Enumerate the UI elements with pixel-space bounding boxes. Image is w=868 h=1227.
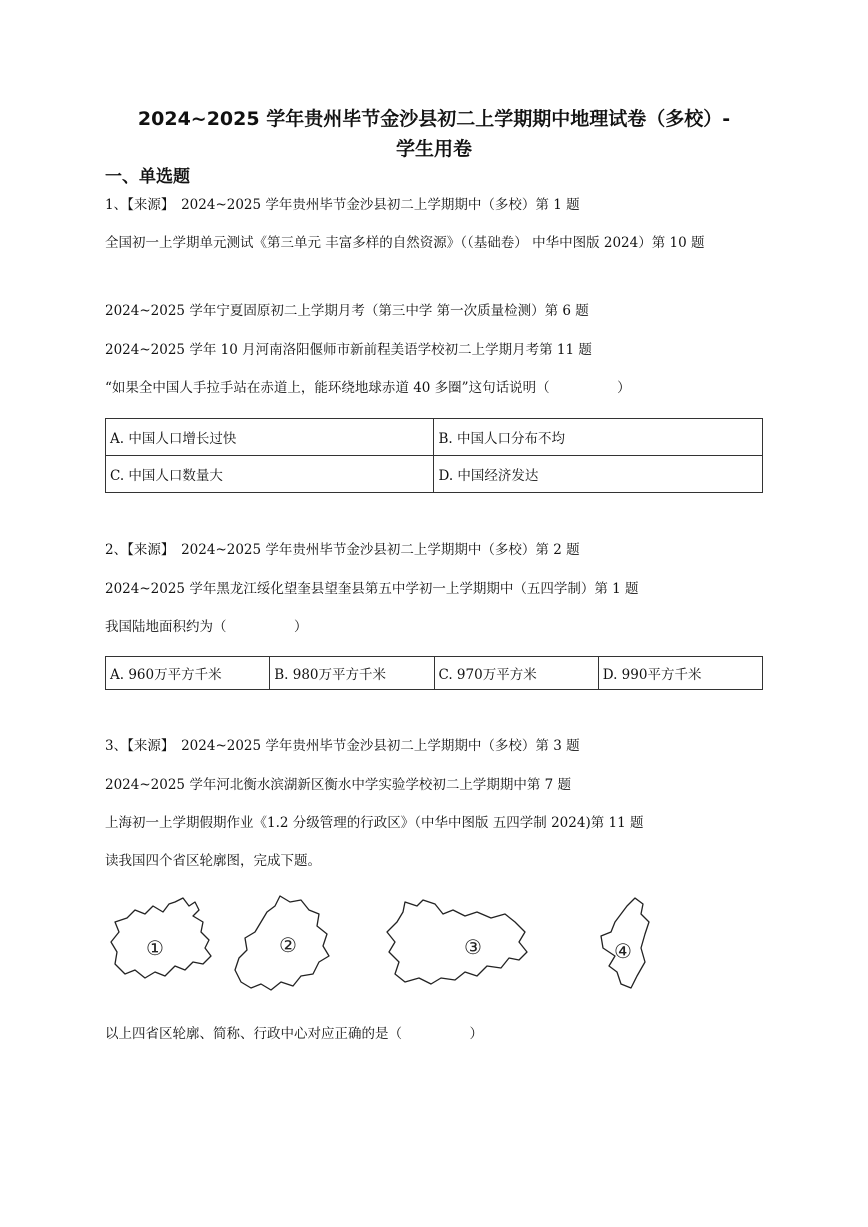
province-outline-3 <box>387 900 527 984</box>
q3-extra-source-1: 2024~2025 学年河北衡水滨湖新区衡水中学实验学校初二上学期期中第 7 题 <box>105 777 571 793</box>
q1-option-c: C. 中国人口数量大 <box>106 456 434 493</box>
map-label-1: ① <box>146 936 164 960</box>
q2-option-a: A. 960万平方千米 <box>106 657 270 690</box>
q1-extra-source-2: 2024~2025 学年宁夏固原初二上学期月考（第三中学 第一次质量检测）第 6 题 <box>105 303 589 319</box>
q2-source: 2、【来源】 2024~2025 学年贵州毕节金沙县初二上学期期中（多校）第 2 题 <box>105 542 580 558</box>
q1-option-b: B. 中国人口分布不均 <box>434 419 763 456</box>
q1-options-table <box>105 418 763 493</box>
q1-extra-source-1: 全国初一上学期单元测试《第三单元 丰富多样的自然资源》（（基础卷） 中华中图版 2024）第 10 题 <box>105 235 705 251</box>
document-title <box>0 104 868 164</box>
map-label-4: ④ <box>614 939 632 963</box>
q1-option-a: A. 中国人口增长过快 <box>106 419 434 456</box>
q3-source: 3、【来源】 2024~2025 学年贵州毕节金沙县初二上学期期中（多校）第 3 题 <box>105 738 580 754</box>
q1-source: 1、【来源】 2024~2025 学年贵州毕节金沙县初二上学期期中（多校）第 1 题 <box>105 197 580 213</box>
q2-option-d: D. 990平方千米 <box>598 657 762 690</box>
map-label-2: ② <box>279 933 297 957</box>
q2-option-c: C. 970万平方米 <box>434 657 598 690</box>
q1-extra-source-3: 2024~2025 学年 10 月河南洛阳偃师市新前程美语学校初二上学期月考第 11 题 <box>105 342 592 358</box>
q1-stem: “如果全中国人手拉手站在赤道上，能环绕地球赤道 40 多圈”这句话说明（ ） <box>105 380 631 396</box>
q2-stem: 我国陆地面积约为（ ） <box>105 619 308 635</box>
section-heading: 一、单选题 <box>105 167 190 187</box>
title-line-1: 2024~2025 学年贵州毕节金沙县初二上学期期中地理试卷（多校）- <box>137 108 731 130</box>
q3-stem: 以上四省区轮廓、简称、行政中心对应正确的是（ ） <box>105 1026 483 1042</box>
q2-option-b: B. 980万平方千米 <box>270 657 434 690</box>
q2-extra-source-1: 2024~2025 学年黑龙江绥化望奎县望奎县第五中学初一上学期期中（五四学制）第 1 题 <box>105 581 639 597</box>
q1-option-d: D. 中国经济发达 <box>434 456 763 493</box>
q2-options-table <box>105 656 763 690</box>
province-outline-maps <box>105 892 665 1004</box>
q3-intro: 读我国四个省区轮廓图，完成下题。 <box>105 853 321 869</box>
map-label-3: ③ <box>464 935 482 959</box>
q3-extra-source-2: 上海初一上学期假期作业《1.2 分级管理的行政区》（中华中图版 五四学制 2024)第 11 题 <box>105 815 644 831</box>
title-line-2: 学生用卷 <box>395 138 472 160</box>
